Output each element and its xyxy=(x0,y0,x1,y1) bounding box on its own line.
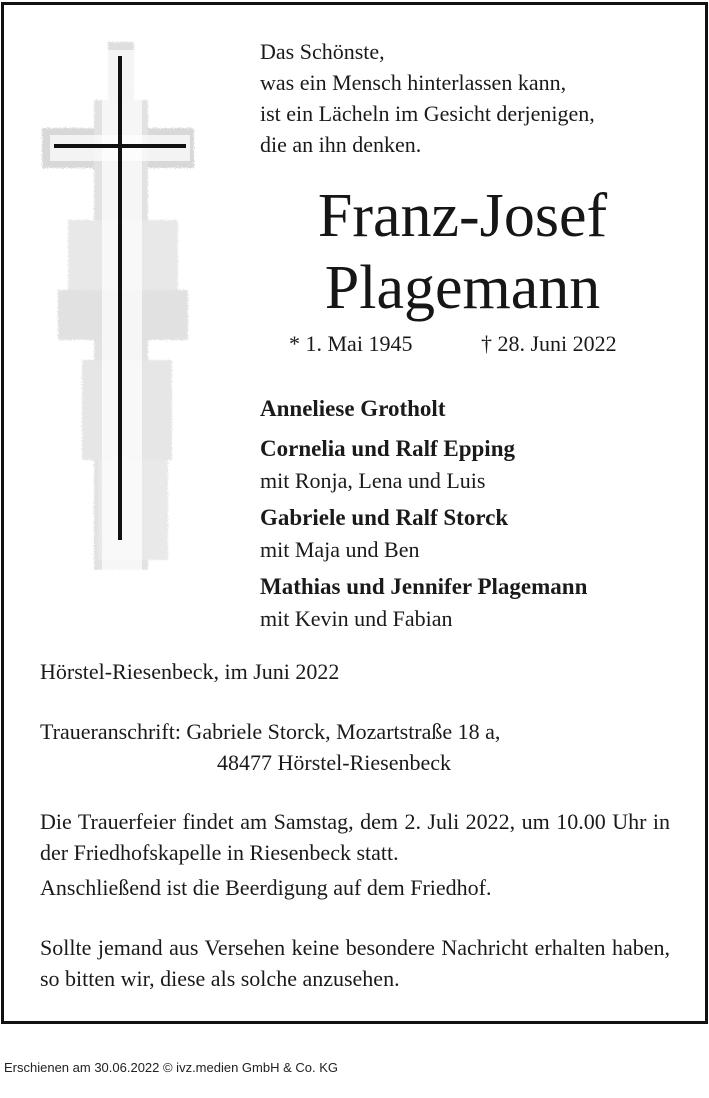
address-line-2: 48477 Hörstel-Riesenbeck xyxy=(217,750,451,775)
death-date: † 28. Juni 2022 xyxy=(481,331,617,356)
poem-line: Das Schönste, xyxy=(260,39,385,64)
mourner-list xyxy=(260,392,587,633)
place-date: Hörstel-Riesenbeck, im Juni 2022 xyxy=(40,659,340,684)
cross-icon xyxy=(38,40,208,570)
mourning-address xyxy=(40,716,670,778)
birth-date: * 1. Mai 1945 xyxy=(289,331,413,356)
address-line-1: Traueranschrift: Gabriele Storck, Mozartstraße 18 a, xyxy=(40,719,501,744)
mourner-name: Mathias und Jennifer Plagemann xyxy=(260,574,588,599)
mourner-children: mit Ronja, Lena und Luis xyxy=(260,468,486,493)
poem xyxy=(260,36,595,160)
deceased-last-name: Plagemann xyxy=(324,254,601,322)
mourner-children: mit Kevin und Fabian xyxy=(260,606,453,631)
poem-line: ist ein Lächeln im Gesicht derjenigen, xyxy=(260,101,595,126)
deceased-first-name: Franz-Josef xyxy=(317,182,608,250)
poem-line: was ein Mensch hinterlassen kann, xyxy=(260,70,567,95)
notice-text: Sollte jemand aus Versehen keine besondere Nachricht erhalten haben, so bitten wir, diese als solche anzusehen. xyxy=(40,935,670,991)
mourner-name: Cornelia und Ralf Epping xyxy=(260,436,515,461)
mourner-children: mit Maja und Ben xyxy=(260,537,420,562)
publication-footer: Erschienen am 30.06.2022 © ivz.medien GmbH & Co. KG xyxy=(4,1060,339,1075)
poem-line: die an ihn denken. xyxy=(260,132,422,157)
burial-text: Anschließend ist die Beerdigung auf dem Friedhof. xyxy=(40,875,492,900)
mourner-name: Gabriele und Ralf Storck xyxy=(260,505,509,530)
mourner-name: Anneliese Grotholt xyxy=(260,396,446,421)
ceremony-text: Die Trauerfeier findet am Samstag, dem 2. Juli 2022, um 10.00 Uhr in der Friedhofskapelle in Riesenbeck statt. xyxy=(40,809,670,865)
